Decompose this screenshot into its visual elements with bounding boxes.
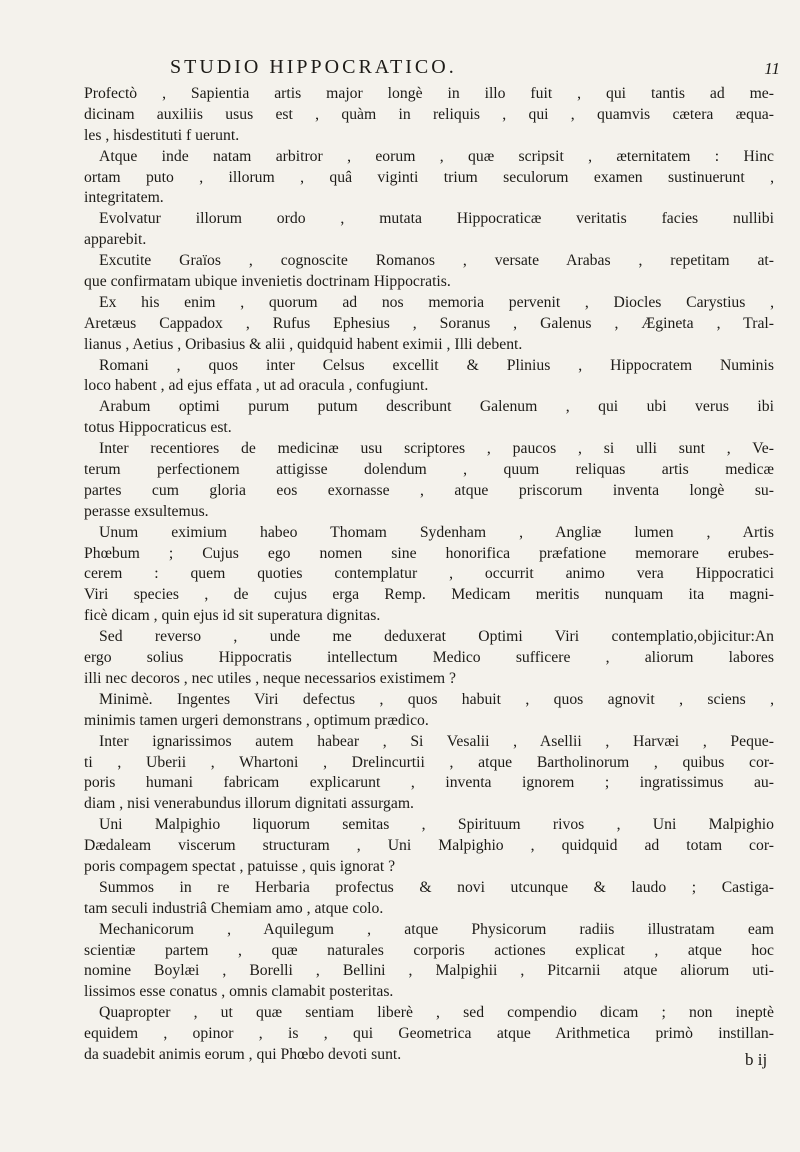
text-line: tam seculi industriâ Chemiam amo , atque colo. <box>84 899 384 917</box>
body-text <box>84 84 774 1066</box>
text-line: Minimè. Ingentes Viri defectus , quos habuit , quos agnovit , sciens , <box>99 690 774 708</box>
text-line: integritatem. <box>84 189 164 207</box>
text-line: lissimos esse conatus , omnis clamabit posteritas. <box>84 983 394 1001</box>
text-line: les , hisdestituti f uerunt. <box>84 126 240 144</box>
text-line: poris humani fabricam explicarunt , inventa ignorem ; ingratissimus au- <box>84 774 774 792</box>
text-line: Ex his enim , quorum ad nos memoria pervenit , Diocles Carystius , <box>99 293 774 311</box>
text-line: perasse exsultemus. <box>84 502 209 520</box>
text-line: apparebit. <box>84 231 147 249</box>
text-line: totus Hippocraticus est. <box>84 419 232 437</box>
text-line: cerem : quem quoties contemplatur , occurrit animo vera Hippocratici <box>84 565 774 583</box>
text-line: Inter recentiores de medicinæ usu scriptores , paucos , si ulli sunt , Ve- <box>99 440 774 458</box>
text-line: Viri species , de cujus erga Remp. Medicam meritis nunquam ita magni- <box>84 586 774 604</box>
text-line: Phœbum ; Cujus ego nomen sine honorifica præfatione memorare erubes- <box>84 544 774 562</box>
text-line: da suadebit animis eorum , qui Phœbo devoti sunt. <box>84 1045 402 1063</box>
text-line: ficè dicam , quin ejus id sit superatura dignitas. <box>84 607 381 625</box>
text-line: scientiæ partem , quæ naturales corporis actiones explicat , atque hoc <box>84 941 774 959</box>
text-line: equidem , opinor , is , qui Geometrica atque Arithmetica primò instillan- <box>84 1025 774 1043</box>
text-line: Evolvatur illorum ordo , mutata Hippocraticæ veritatis facies nullibi <box>99 210 774 228</box>
text-line: Unum eximium habeo Thomam Sydenham , Angliæ lumen , Artis <box>99 523 774 541</box>
text-line: Sed reverso , unde me deduxerat Optimi Viri contemplatio,objicitur:An <box>99 628 774 646</box>
text-line: loco habent , ad ejus effata , ut ad oracula , confugiunt. <box>84 377 429 395</box>
text-line: que confirmatam ubique invenietis doctrinam Hippocratis. <box>84 273 451 291</box>
text-line: Atque inde natam arbitror , eorum , quæ scripsit , æternitatem : Hinc <box>99 147 774 165</box>
text-line: illi nec decoros , nec utiles , neque necessarios existimem ? <box>84 669 457 687</box>
text-line: Quapropter , ut quæ sentiam liberè , sed compendio dicam ; non ineptè <box>99 1004 774 1022</box>
signature-mark: b ij <box>745 1050 768 1069</box>
text-line: terum perfectionem attigisse dolendum , quum reliquas artis medicæ <box>84 461 774 479</box>
text-line: partes cum gloria eos exornasse , atque priscorum inventa longè su- <box>84 481 774 499</box>
text-line: Inter ignarissimos autem habear , Si Vesalii , Asellii , Harvæi , Peque- <box>99 732 774 750</box>
text-line: poris compagem spectat , patuisse , quis ignorat ? <box>84 857 396 875</box>
running-head: STUDIO HIPPOCRATICO. <box>170 56 457 78</box>
text-line: Summos in re Herbaria profectus & novi utcunque & laudo ; Castiga- <box>99 878 774 896</box>
text-line: Aretæus Cappadox , Rufus Ephesius , Soranus , Galenus , Ægineta , Tral- <box>84 314 774 332</box>
text-line: Arabum optimi purum putum describunt Galenum , qui ubi verus ibi <box>99 398 774 416</box>
text-line: Profectò , Sapientia artis major longè in illo fuit , qui tantis ad me- <box>84 85 774 102</box>
page-number: 11 <box>764 59 780 78</box>
text-line: nomine Boylæi , Borelli , Bellini , Malpighii , Pitcarnii atque aliorum uti- <box>84 962 774 980</box>
text-line: Excutite Graïos , cognoscite Romanos , versate Arabas , repetitam at- <box>99 252 774 270</box>
text-line: Dædaleam viscerum structuram , Uni Malpighio , quidquid ad totam cor- <box>84 837 774 855</box>
text-line: ergo solius Hippocratis intellectum Medico sufficere , aliorum labores <box>84 649 774 667</box>
text-line: minimis tamen urgeri demonstrans , optimum prædico. <box>84 711 429 729</box>
text-line: Romani , quos inter Celsus excellit & Plinius , Hippocratem Numinis <box>99 356 774 374</box>
text-line: ortam puto , illorum , quâ viginti trium seculorum examen sustinuerunt , <box>84 168 774 186</box>
text-line: ti , Uberii , Whartoni , Drelincurtii , atque Bartholinorum , quibus cor- <box>84 753 774 771</box>
text-line: Uni Malpighio liquorum semitas , Spirituum rivos , Uni Malpighio <box>99 816 774 834</box>
text-line: diam , nisi venerabundus illorum dignitati assurgam. <box>84 795 414 813</box>
page-header <box>90 56 780 86</box>
text-line: Mechanicorum , Aquilegum , atque Physicorum radiis illustratam eam <box>99 920 774 938</box>
text-line: lianus , Aetius , Oribasius & alii , quidquid habent eximii , Illi debent. <box>84 335 523 353</box>
text-line: dicinam auxiliis usus est , quàm in reliquis , qui , quamvis cætera æqua- <box>84 105 774 123</box>
